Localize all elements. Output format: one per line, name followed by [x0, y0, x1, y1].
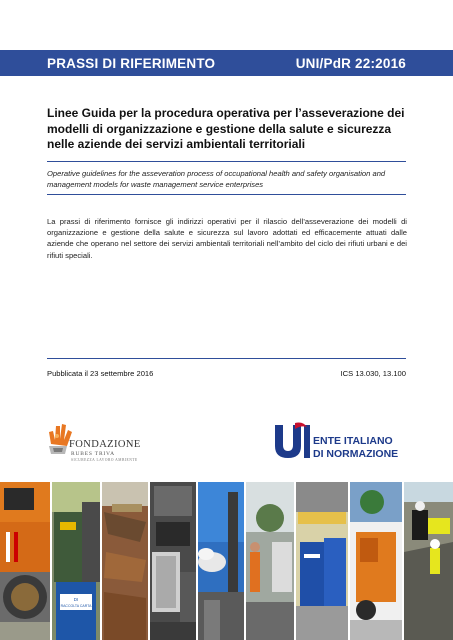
photo-collection-truck — [350, 482, 402, 640]
uni-mark-icon — [273, 421, 313, 461]
document-type: PRASSI DI RIFERIMENTO — [47, 55, 216, 71]
ics-code: ICS 13.030, 13.100 — [340, 369, 406, 378]
uni-name-line2: DI NORMAZIONE — [313, 448, 399, 460]
waste-management-photo-strip — [0, 482, 453, 640]
photo-recycling-bins — [296, 482, 348, 640]
abstract-text: La prassi di riferimento fornisce gli indirizzi operativi per il rilascio dell’asseverazione dei modelli di organizzazione e gestione della salute e sicurezza sul lavoro adottati ed efficacemente attuati dalle aziende che operano nel settore dei servizi ambientali territoriali nell’ambito del ciclo dei rifiuti urbani e dei rifiuti speciali. — [47, 217, 407, 260]
divider-top — [47, 161, 406, 162]
divider-middle — [47, 194, 406, 195]
photo-waste-bins — [52, 482, 100, 640]
photo-landfill-worker — [404, 482, 453, 640]
divider-bottom — [47, 358, 406, 359]
photo-street-worker — [246, 482, 294, 640]
document-code: UNI/PdR 22:2016 — [295, 55, 406, 71]
uni-logo — [273, 421, 413, 461]
sign-text-raccolta: RACCOLTA CARTA — [60, 604, 92, 608]
publication-date: Pubblicata il 23 settembre 2016 — [47, 369, 154, 378]
sign-text-di: DI — [73, 597, 79, 602]
fondazione-tagline: SICUREZZA LAVORO AMBIENTE — [71, 458, 138, 462]
fondazione-name: FONDAZIONE — [69, 439, 141, 450]
photo-incinerator — [198, 482, 244, 640]
english-title: Operative guidelines for the asseveration process of occupational health and safety organisation and management models for waste management service enterprises — [47, 169, 386, 189]
uni-name-line1: ENTE ITALIANO — [313, 435, 393, 447]
document-title: Linee Guida per la procedura operativa per l’asseverazione dei modelli di organizzazione e gestione della salute e sicurezza nelle aziende dei servizi ambientali territoriali — [47, 106, 405, 151]
photo-scrap-metal — [102, 482, 148, 640]
photo-electronic-waste — [150, 482, 196, 640]
publication-info — [47, 369, 406, 378]
fondazione-subname: RUBES TRIVA — [71, 451, 115, 457]
header-banner — [0, 50, 453, 76]
fondazione-logo — [47, 420, 139, 464]
photo-sweeper-truck — [0, 482, 50, 640]
